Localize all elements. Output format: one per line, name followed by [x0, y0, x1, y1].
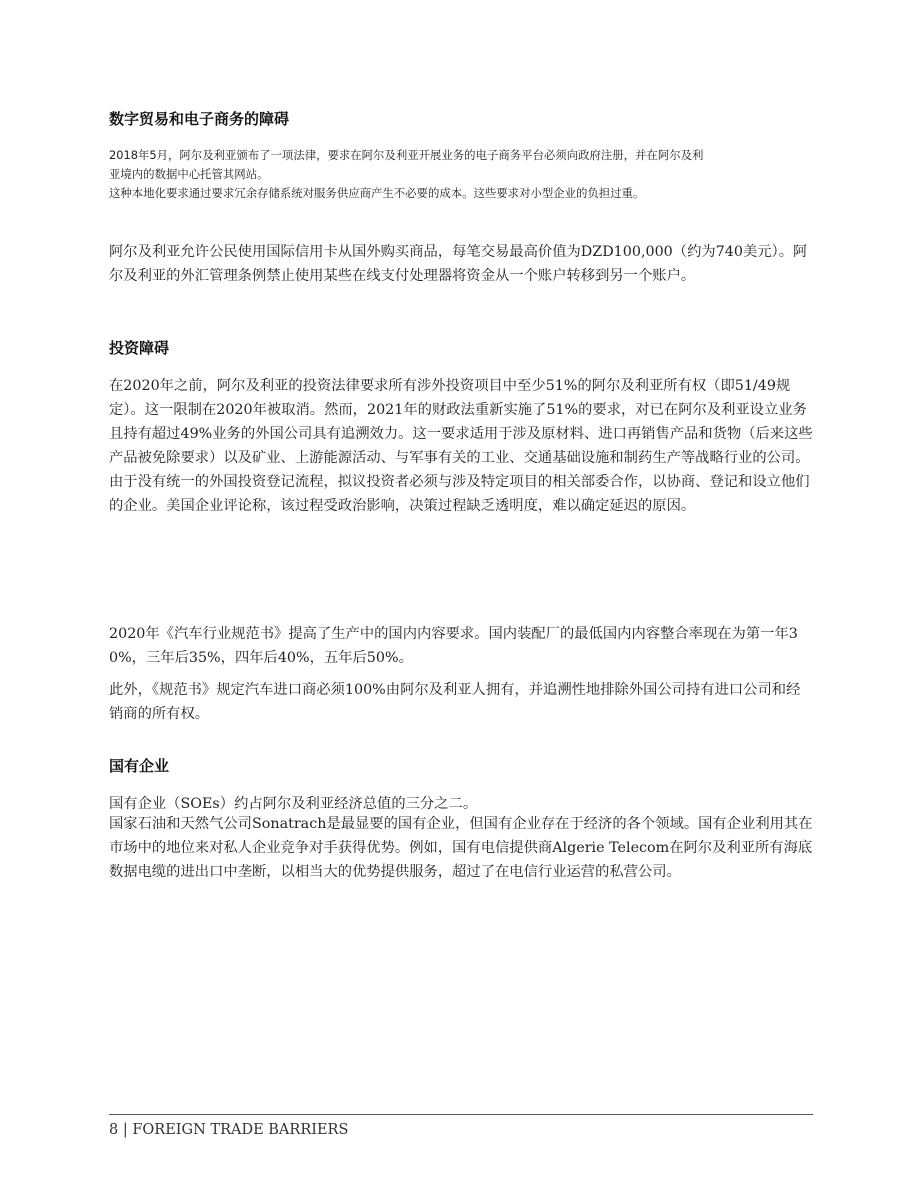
note-line: 亚境内的数据中心托管其网站。 [109, 167, 269, 181]
soe-intro-line: 国有企业（SOEs）约占阿尔及利亚经济总值的三分之二。 [109, 796, 478, 812]
footer-separator: | [122, 1122, 128, 1138]
note-line: 2018年5月，阿尔及利亚颁布了一项法律，要求在阿尔及利亚开展业务的电子商务平台必须向政府注册，并在阿尔及利 [109, 148, 704, 162]
section-heading-digital-trade: 数字贸易和电子商务的障碍 [109, 110, 290, 128]
page-footer [109, 1120, 348, 1140]
digital-trade-note [109, 146, 813, 203]
footer-divider [109, 1114, 813, 1115]
digital-trade-paragraph: 阿尔及利亚允许公民使用国际信用卡从国外购买商品，每笔交易最高价值为DZD100,000（约为740美元）。阿尔及利亚的外汇管理条例禁止使用某些在线支付处理器将资金从一个账户转移到另一个账户。 [109, 244, 808, 284]
auto-industry-paragraph: 2020年《汽车行业规范书》提高了生产中的国内内容要求。国内装配厂的最低国内内容整合率现在为第一年30%，三年后35%，四年后40%，五年后50%。 [109, 626, 798, 666]
footer-title: FOREIGN TRADE BARRIERS [132, 1122, 349, 1138]
auto-ownership-paragraph: 此外，《规范书》规定汽车进口商必须100%由阿尔及利亚人拥有，并追溯性地排除外国公司持有进口公司和经销商的所有权。 [109, 682, 801, 722]
note-line: 这种本地化要求通过要求冗余存储系统对服务供应商产生不必要的成本。这些要求对小型企业的负担过重。 [109, 186, 645, 200]
soe-paragraph: 国家石油和天然气公司Sonatrach是最显要的国有企业，但国有企业存在于经济的各个领域。国有企业利用其在市场中的地位来对私人企业竞争对手获得优势。例如，国有电信提供商Algerie Telecom在阿尔及利亚所有海底数据电缆的进出口中垄断，以相当大的优势提供服务，超过了在电信行业运营的私营公司。 [109, 816, 813, 880]
section-heading-investment: 投资障碍 [109, 339, 170, 357]
investment-paragraph: 在2020年之前，阿尔及利亚的投资法律要求所有涉外投资项目中至少51%的阿尔及利亚所有权（即51/49规定）。这一限制在2020年被取消。然而，2021年的财政法重新实施了51%的要求，对已在阿尔及利亚设立业务且持有超过49%业务的外国公司具有追溯效力。这一要求适用于涉及原材料、进口再销售产品和货物（后来这些产品被免除要求）以及矿业、上游能源活动、与军事有关的工业、交通基础设施和制药生产等战略行业的公司。由于没有统一的外国投资登记流程，拟议投资者必须与涉及特定项目的相关部委合作，以协商、登记和设立他们的企业。美国企业评论称，该过程受政治影响，决策过程缺乏透明度，难以确定延迟的原因。 [109, 378, 813, 514]
page-number: 8 [109, 1122, 119, 1138]
document-page [109, 0, 813, 1191]
section-heading-soe: 国有企业 [109, 757, 170, 775]
